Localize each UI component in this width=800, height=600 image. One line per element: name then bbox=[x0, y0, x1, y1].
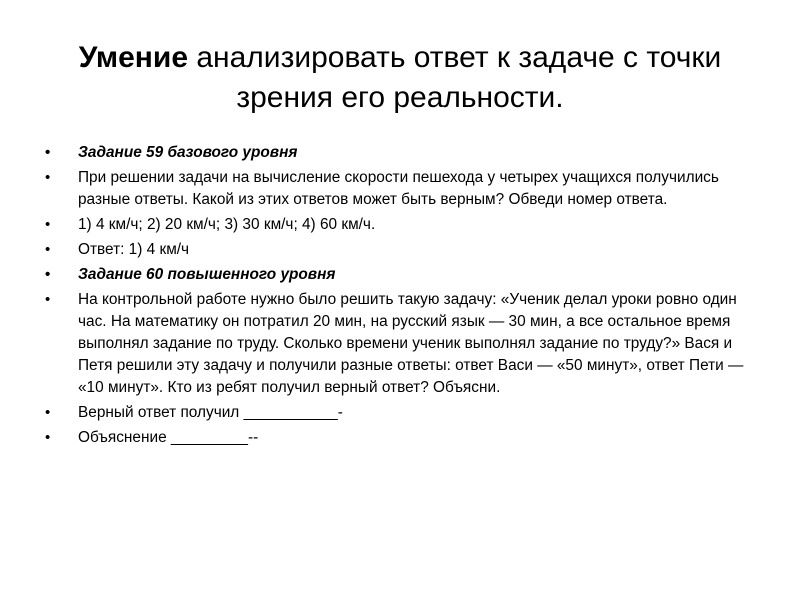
bullet-correct-answer bbox=[45, 402, 765, 424]
bullet-task-60-heading bbox=[45, 264, 765, 286]
bullet-text: Задание 60 повышенного уровня bbox=[78, 266, 336, 283]
bullet-marker: • bbox=[45, 216, 51, 233]
bullet-list bbox=[45, 142, 765, 452]
slide-title-bold: Умение bbox=[78, 41, 189, 74]
bullet-task-59-question bbox=[45, 167, 765, 211]
slide-title bbox=[40, 38, 760, 118]
bullet-marker: • bbox=[45, 144, 51, 161]
bullet-text: При решении задачи на вычисление скорости пешехода у четырех учащихся получились разные ответы. Какой из этих ответов может быть верным? Обведи номер ответа. bbox=[78, 169, 719, 208]
bullet-explanation bbox=[45, 427, 765, 449]
bullet-text: Ответ: 1) 4 км/ч bbox=[78, 241, 190, 258]
bullet-task-59-options bbox=[45, 214, 765, 236]
bullet-task-59-heading bbox=[45, 142, 765, 164]
bullet-marker: • bbox=[45, 266, 51, 283]
bullet-marker: • bbox=[45, 241, 51, 258]
bullet-marker: • bbox=[45, 429, 51, 446]
bullet-task-60-question bbox=[45, 289, 765, 399]
bullet-text: На контрольной работе нужно было решить такую задачу: «Ученик делал уроки ровно один час. На математику он потратил 20 мин, на русский язык — 30 мин, а все остальное время выполнял задание по труду. Сколько времени ученик выполнял задание по труду?» Вася и Петя решили эту задачу и получили разные ответы: ответ Васи — «50 минут», ответ Пети — «10 минут». Кто из ребят получил верный ответ? Объясни. bbox=[78, 291, 744, 396]
slide-title-rest: анализировать ответ к задаче с точки зрения его реальности. bbox=[188, 41, 722, 114]
bullet-text: Задание 59 базового уровня bbox=[78, 144, 298, 161]
bullet-marker: • bbox=[45, 404, 51, 421]
bullet-text: 1) 4 км/ч; 2) 20 км/ч; 3) 30 км/ч; 4) 60 км/ч. bbox=[78, 216, 376, 233]
bullet-marker: • bbox=[45, 291, 51, 308]
bullet-text: Верный ответ получил ___________- bbox=[78, 404, 343, 421]
bullet-marker: • bbox=[45, 169, 51, 186]
bullet-text: Объяснение _________-- bbox=[78, 429, 259, 446]
bullet-task-59-answer bbox=[45, 239, 765, 261]
